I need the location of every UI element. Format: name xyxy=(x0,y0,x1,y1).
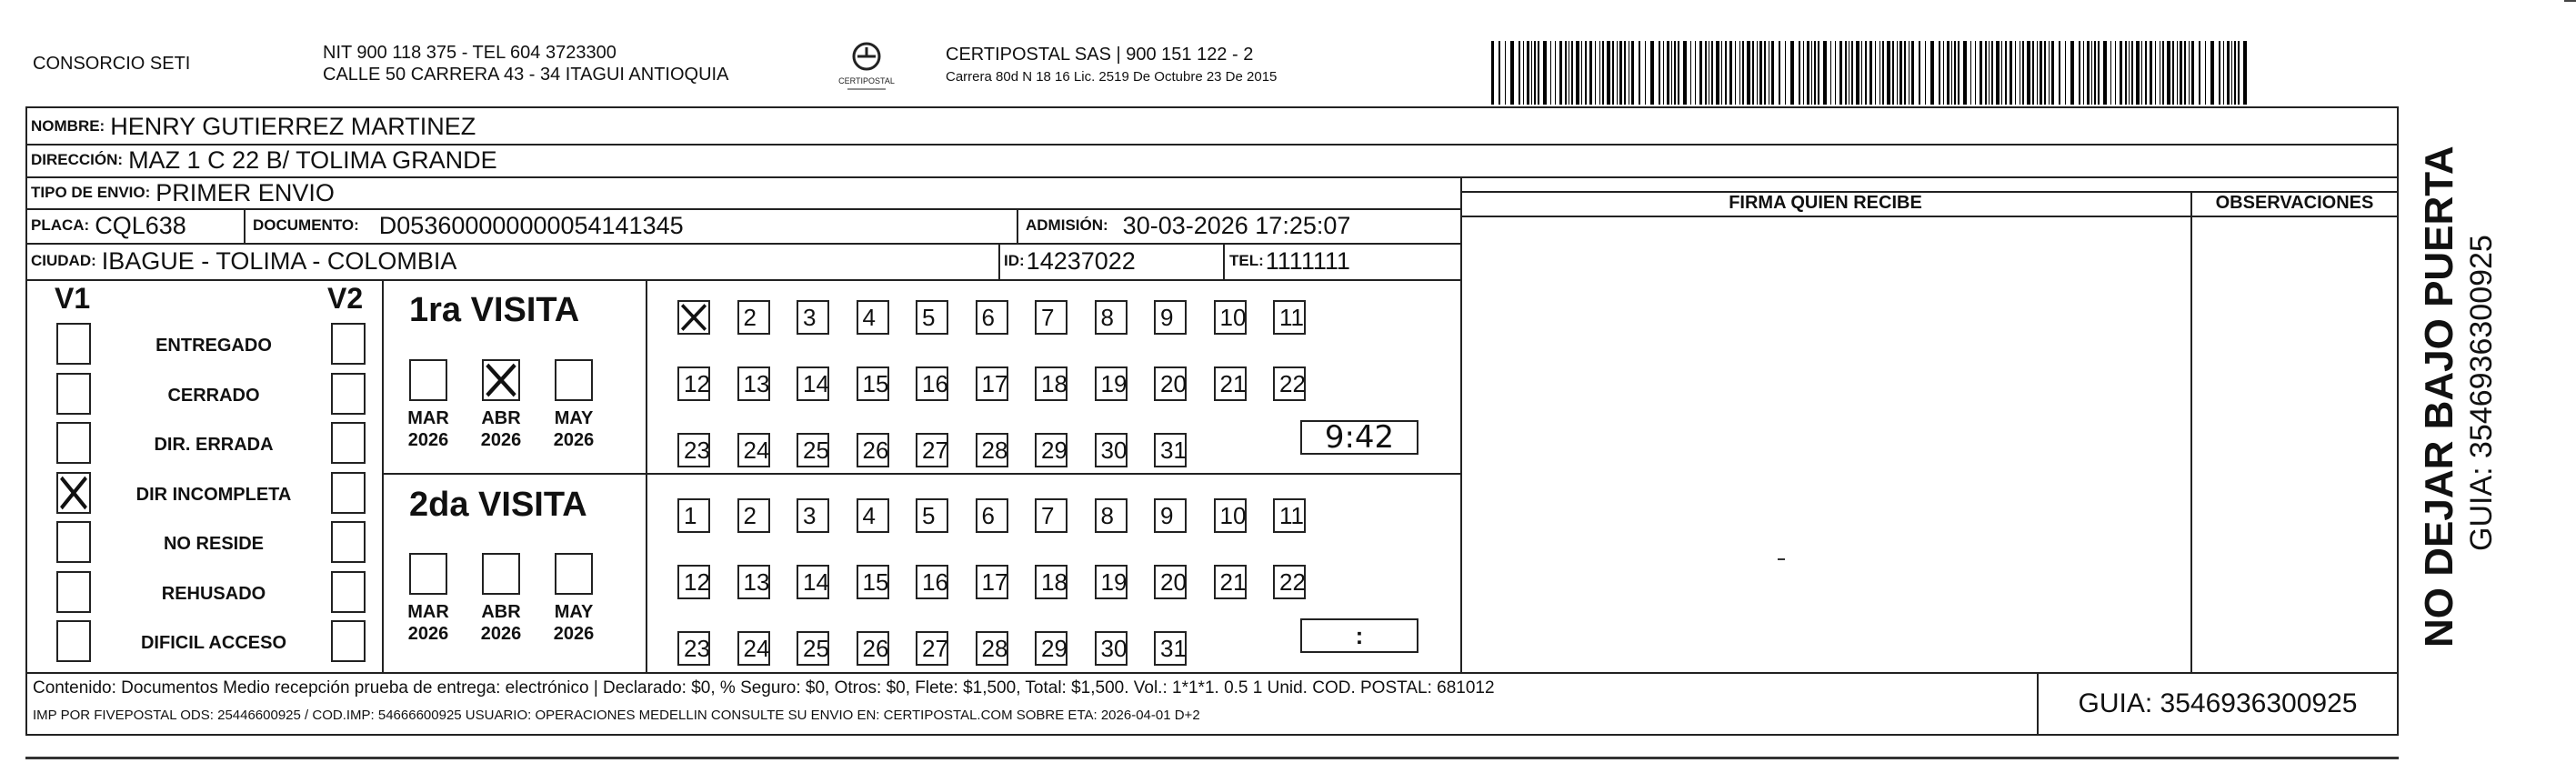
visit1-day-30[interactable]: 30 xyxy=(1095,433,1128,467)
visit2-day-10[interactable]: 10 xyxy=(1214,498,1247,533)
id-label: ID: xyxy=(1004,252,1025,269)
v2-header: V2 xyxy=(327,282,364,315)
side-guia: GUIA: 3546936300925 xyxy=(2464,235,2499,551)
visit2-day-29[interactable]: 29 xyxy=(1035,631,1067,666)
visit2-day-25[interactable]: 25 xyxy=(797,631,829,666)
visit2-day-13[interactable]: 13 xyxy=(737,565,770,599)
visit1-time-field[interactable]: 9:42 xyxy=(1300,420,1418,455)
visit2-day-22[interactable]: 22 xyxy=(1273,565,1306,599)
ciudad-label: CIUDAD: xyxy=(31,252,96,269)
visit1-year-label: 2026 xyxy=(480,430,522,450)
visit2-day-19[interactable]: 19 xyxy=(1095,565,1128,599)
v1-checkbox-4[interactable] xyxy=(56,521,91,563)
direccion-label: DIRECCIÓN: xyxy=(31,151,124,168)
visit1-day-17[interactable]: 17 xyxy=(976,366,1008,401)
v2-checkbox-6[interactable] xyxy=(331,620,366,662)
placa-label: PLACA: xyxy=(31,216,90,234)
v2-checkbox-1[interactable] xyxy=(331,373,366,415)
v1-checkbox-0[interactable] xyxy=(56,323,91,365)
footer-print-info: IMP POR FIVEPOSTAL ODS: 25446600925 / COD.IMP: 54666600925 USUARIO: OPERACIONES MEDELLIN CONSULTE SU ENVIO EN: CERTIPOSTAL.COM SOBRE ETA: 2026-04-01 D+2 xyxy=(33,708,1200,723)
status-option-label: DIR INCOMPLETA xyxy=(135,484,292,505)
visit2-day-12[interactable]: 12 xyxy=(677,565,710,599)
visit2-month-label: MAY xyxy=(554,602,594,622)
visit2-day-6[interactable]: 6 xyxy=(976,498,1008,533)
visit1-day-31[interactable]: 31 xyxy=(1154,433,1187,467)
direccion-value: MAZ 1 C 22 B/ TOLIMA GRANDE xyxy=(128,146,497,174)
visit2-day-16[interactable]: 16 xyxy=(916,565,948,599)
id-value: 14237022 xyxy=(1026,246,1136,275)
v2-checkbox-2[interactable] xyxy=(331,422,366,464)
admision-label: ADMISIÓN: xyxy=(1026,216,1108,234)
visit2-day-26[interactable]: 26 xyxy=(857,631,889,666)
v2-checkbox-4[interactable] xyxy=(331,521,366,563)
status-option-label: REHUSADO xyxy=(161,583,266,604)
visit2-day-18[interactable]: 18 xyxy=(1035,565,1067,599)
visit1-day-12[interactable]: 12 xyxy=(677,366,710,401)
visit1-month-checkbox-1[interactable] xyxy=(482,359,520,401)
tel-row xyxy=(1229,243,1350,279)
visit1-year-label: 2026 xyxy=(407,430,449,450)
tel-label: TEL: xyxy=(1229,252,1264,269)
address-line: CALLE 50 CARRERA 43 - 34 ITAGUI ANTIOQUIA xyxy=(323,65,729,85)
visit2-day-2[interactable]: 2 xyxy=(737,498,770,533)
visit2-month-checkbox-0[interactable] xyxy=(409,553,447,595)
license-line: Carrera 80d N 18 16 Lic. 2519 De Octubre 23 De 2015 xyxy=(946,69,1278,85)
nombre-label: NOMBRE: xyxy=(31,117,105,135)
visit2-day-5[interactable]: 5 xyxy=(916,498,948,533)
visit1-day-15[interactable]: 15 xyxy=(857,366,889,401)
visit2-day-9[interactable]: 9 xyxy=(1154,498,1187,533)
visit1-month-label: ABR xyxy=(481,408,521,428)
visit2-day-15[interactable]: 15 xyxy=(857,565,889,599)
visit2-day-31[interactable]: 31 xyxy=(1154,631,1187,666)
visit1-day-7[interactable]: 7 xyxy=(1035,300,1067,335)
admision-row xyxy=(1026,208,1350,243)
status-option-label: DIFICIL ACCESO xyxy=(140,633,286,653)
visit1-day-24[interactable]: 24 xyxy=(737,433,770,467)
v2-checkbox-5[interactable] xyxy=(331,571,366,613)
visit2-day-28[interactable]: 28 xyxy=(976,631,1008,666)
certipostal-logo xyxy=(835,36,898,100)
nit-line: NIT 900 118 375 - TEL 604 3723300 xyxy=(323,43,616,63)
visit2-title: 2da VISITA xyxy=(409,486,587,524)
visit1-day-20[interactable]: 20 xyxy=(1154,366,1187,401)
visit1-month-label: MAR xyxy=(407,408,449,428)
footer-guia: GUIA: 3546936300925 xyxy=(2078,688,2358,718)
visit2-day-14[interactable]: 14 xyxy=(797,565,829,599)
visit2-day-1[interactable]: 1 xyxy=(677,498,710,533)
visit2-day-30[interactable]: 30 xyxy=(1095,631,1128,666)
documento-label: DOCUMENTO: xyxy=(253,216,359,234)
footer-contents: Contenido: Documentos Medio recepción prueba de entrega: electrónico | Declarado: $0, % Seguro: $0, Otros: $0, Flete: $1,500, Total: $1,500. Vol.: 1*1*1. 0.5 1 Unid. COD. POSTAL: 681012 xyxy=(33,678,1495,698)
visit1-day-22[interactable]: 22 xyxy=(1273,366,1306,401)
direccion-row xyxy=(31,144,497,176)
nombre-value: HENRY GUTIERREZ MARTINEZ xyxy=(110,112,476,140)
visit1-day-27[interactable]: 27 xyxy=(916,433,948,467)
visit1-day-28[interactable]: 28 xyxy=(976,433,1008,467)
visit1-day-1[interactable] xyxy=(677,300,710,335)
visit1-day-5[interactable]: 5 xyxy=(916,300,948,335)
visit2-year-label: 2026 xyxy=(553,624,595,644)
visit1-day-18[interactable]: 18 xyxy=(1035,366,1067,401)
visit1-day-25[interactable]: 25 xyxy=(797,433,829,467)
tipo-envio-row xyxy=(31,176,335,209)
v1-checkbox-3[interactable] xyxy=(56,472,91,514)
placa-row xyxy=(31,208,186,243)
visit2-day-27[interactable]: 27 xyxy=(916,631,948,666)
status-option-label: ENTREGADO xyxy=(155,336,272,356)
v1-checkbox-6[interactable] xyxy=(56,620,91,662)
visit1-day-8[interactable]: 8 xyxy=(1095,300,1128,335)
visit2-day-7[interactable]: 7 xyxy=(1035,498,1067,533)
tel-value: 1111111 xyxy=(1265,246,1350,275)
v1-checkbox-1[interactable] xyxy=(56,373,91,415)
visit2-day-20[interactable]: 20 xyxy=(1154,565,1187,599)
bottom-edge xyxy=(25,757,2399,759)
v1-checkbox-5[interactable] xyxy=(56,571,91,613)
visit2-year-label: 2026 xyxy=(480,624,522,644)
visit2-day-3[interactable]: 3 xyxy=(797,498,829,533)
visit1-day-23[interactable]: 23 xyxy=(677,433,710,467)
visit2-day-21[interactable]: 21 xyxy=(1214,565,1247,599)
visit2-day-11[interactable]: 11 xyxy=(1273,498,1306,533)
visit2-day-4[interactable]: 4 xyxy=(857,498,889,533)
visit1-day-11[interactable]: 11 xyxy=(1273,300,1306,335)
documento-row xyxy=(253,208,684,243)
visit1-month-checkbox-2[interactable] xyxy=(555,359,593,401)
v2-checkbox-3[interactable] xyxy=(331,472,366,514)
visit1-day-10[interactable]: 10 xyxy=(1214,300,1247,335)
observaciones-header: OBSERVACIONES xyxy=(2215,193,2374,213)
visit2-month-checkbox-2[interactable] xyxy=(555,553,593,595)
documento-value: D053600000000054141345 xyxy=(378,211,684,239)
visit1-day-2[interactable]: 2 xyxy=(737,300,770,335)
visit1-day-26[interactable]: 26 xyxy=(857,433,889,467)
visit2-month-checkbox-1[interactable] xyxy=(482,553,520,595)
v1-header: V1 xyxy=(55,282,91,315)
visit1-day-16[interactable]: 16 xyxy=(916,366,948,401)
stray-mark xyxy=(1778,558,1785,560)
visit1-month-label: MAY xyxy=(554,408,594,428)
status-option-label: NO RESIDE xyxy=(163,534,265,554)
signature-header: FIRMA QUIEN RECIBE xyxy=(1729,193,1922,213)
visit1-day-6[interactable]: 6 xyxy=(976,300,1008,335)
certipostal-line: CERTIPOSTAL SAS | 900 151 122 - 2 xyxy=(946,45,1254,65)
logo-text: CERTIPOSTAL xyxy=(838,76,895,85)
barcode xyxy=(1491,41,2250,105)
visit2-time-field[interactable]: : xyxy=(1300,618,1418,653)
side-warning: NO DEJAR BAJO PUERTA xyxy=(2417,146,2461,648)
visit2-month-label: ABR xyxy=(481,602,521,622)
visit1-day-19[interactable]: 19 xyxy=(1095,366,1128,401)
visit1-day-29[interactable]: 29 xyxy=(1035,433,1067,467)
id-row xyxy=(1004,243,1136,279)
visit2-year-label: 2026 xyxy=(407,624,449,644)
visit2-day-23[interactable]: 23 xyxy=(677,631,710,666)
v1-checkbox-2[interactable] xyxy=(56,422,91,464)
visit1-day-4[interactable]: 4 xyxy=(857,300,889,335)
visit1-day-9[interactable]: 9 xyxy=(1154,300,1187,335)
corner-mark xyxy=(2564,0,2576,2)
visit2-day-8[interactable]: 8 xyxy=(1095,498,1128,533)
v2-checkbox-0[interactable] xyxy=(331,323,366,365)
status-option-label: DIR. ERRADA xyxy=(154,435,274,455)
visit1-day-14[interactable]: 14 xyxy=(797,366,829,401)
visit1-month-checkbox-0[interactable] xyxy=(409,359,447,401)
ciudad-value: IBAGUE - TOLIMA - COLOMBIA xyxy=(101,246,457,275)
placa-value: CQL638 xyxy=(95,211,186,239)
visit1-year-label: 2026 xyxy=(553,430,595,450)
admision-value: 30-03-2026 17:25:07 xyxy=(1122,211,1351,239)
tipo-envio-label: TIPO DE ENVIO: xyxy=(31,184,151,201)
visit1-day-3[interactable]: 3 xyxy=(797,300,829,335)
visit2-day-17[interactable]: 17 xyxy=(976,565,1008,599)
ciudad-row xyxy=(31,243,456,279)
visit1-title: 1ra VISITA xyxy=(409,291,580,329)
status-option-label: CERRADO xyxy=(167,385,260,406)
tipo-envio-value: PRIMER ENVIO xyxy=(155,178,335,206)
visit1-day-21[interactable]: 21 xyxy=(1214,366,1247,401)
nombre-row xyxy=(31,109,476,144)
visit2-day-24[interactable]: 24 xyxy=(737,631,770,666)
visit2-month-label: MAR xyxy=(407,602,449,622)
visit1-day-13[interactable]: 13 xyxy=(737,366,770,401)
company-name: CONSORCIO SETI xyxy=(33,54,191,74)
